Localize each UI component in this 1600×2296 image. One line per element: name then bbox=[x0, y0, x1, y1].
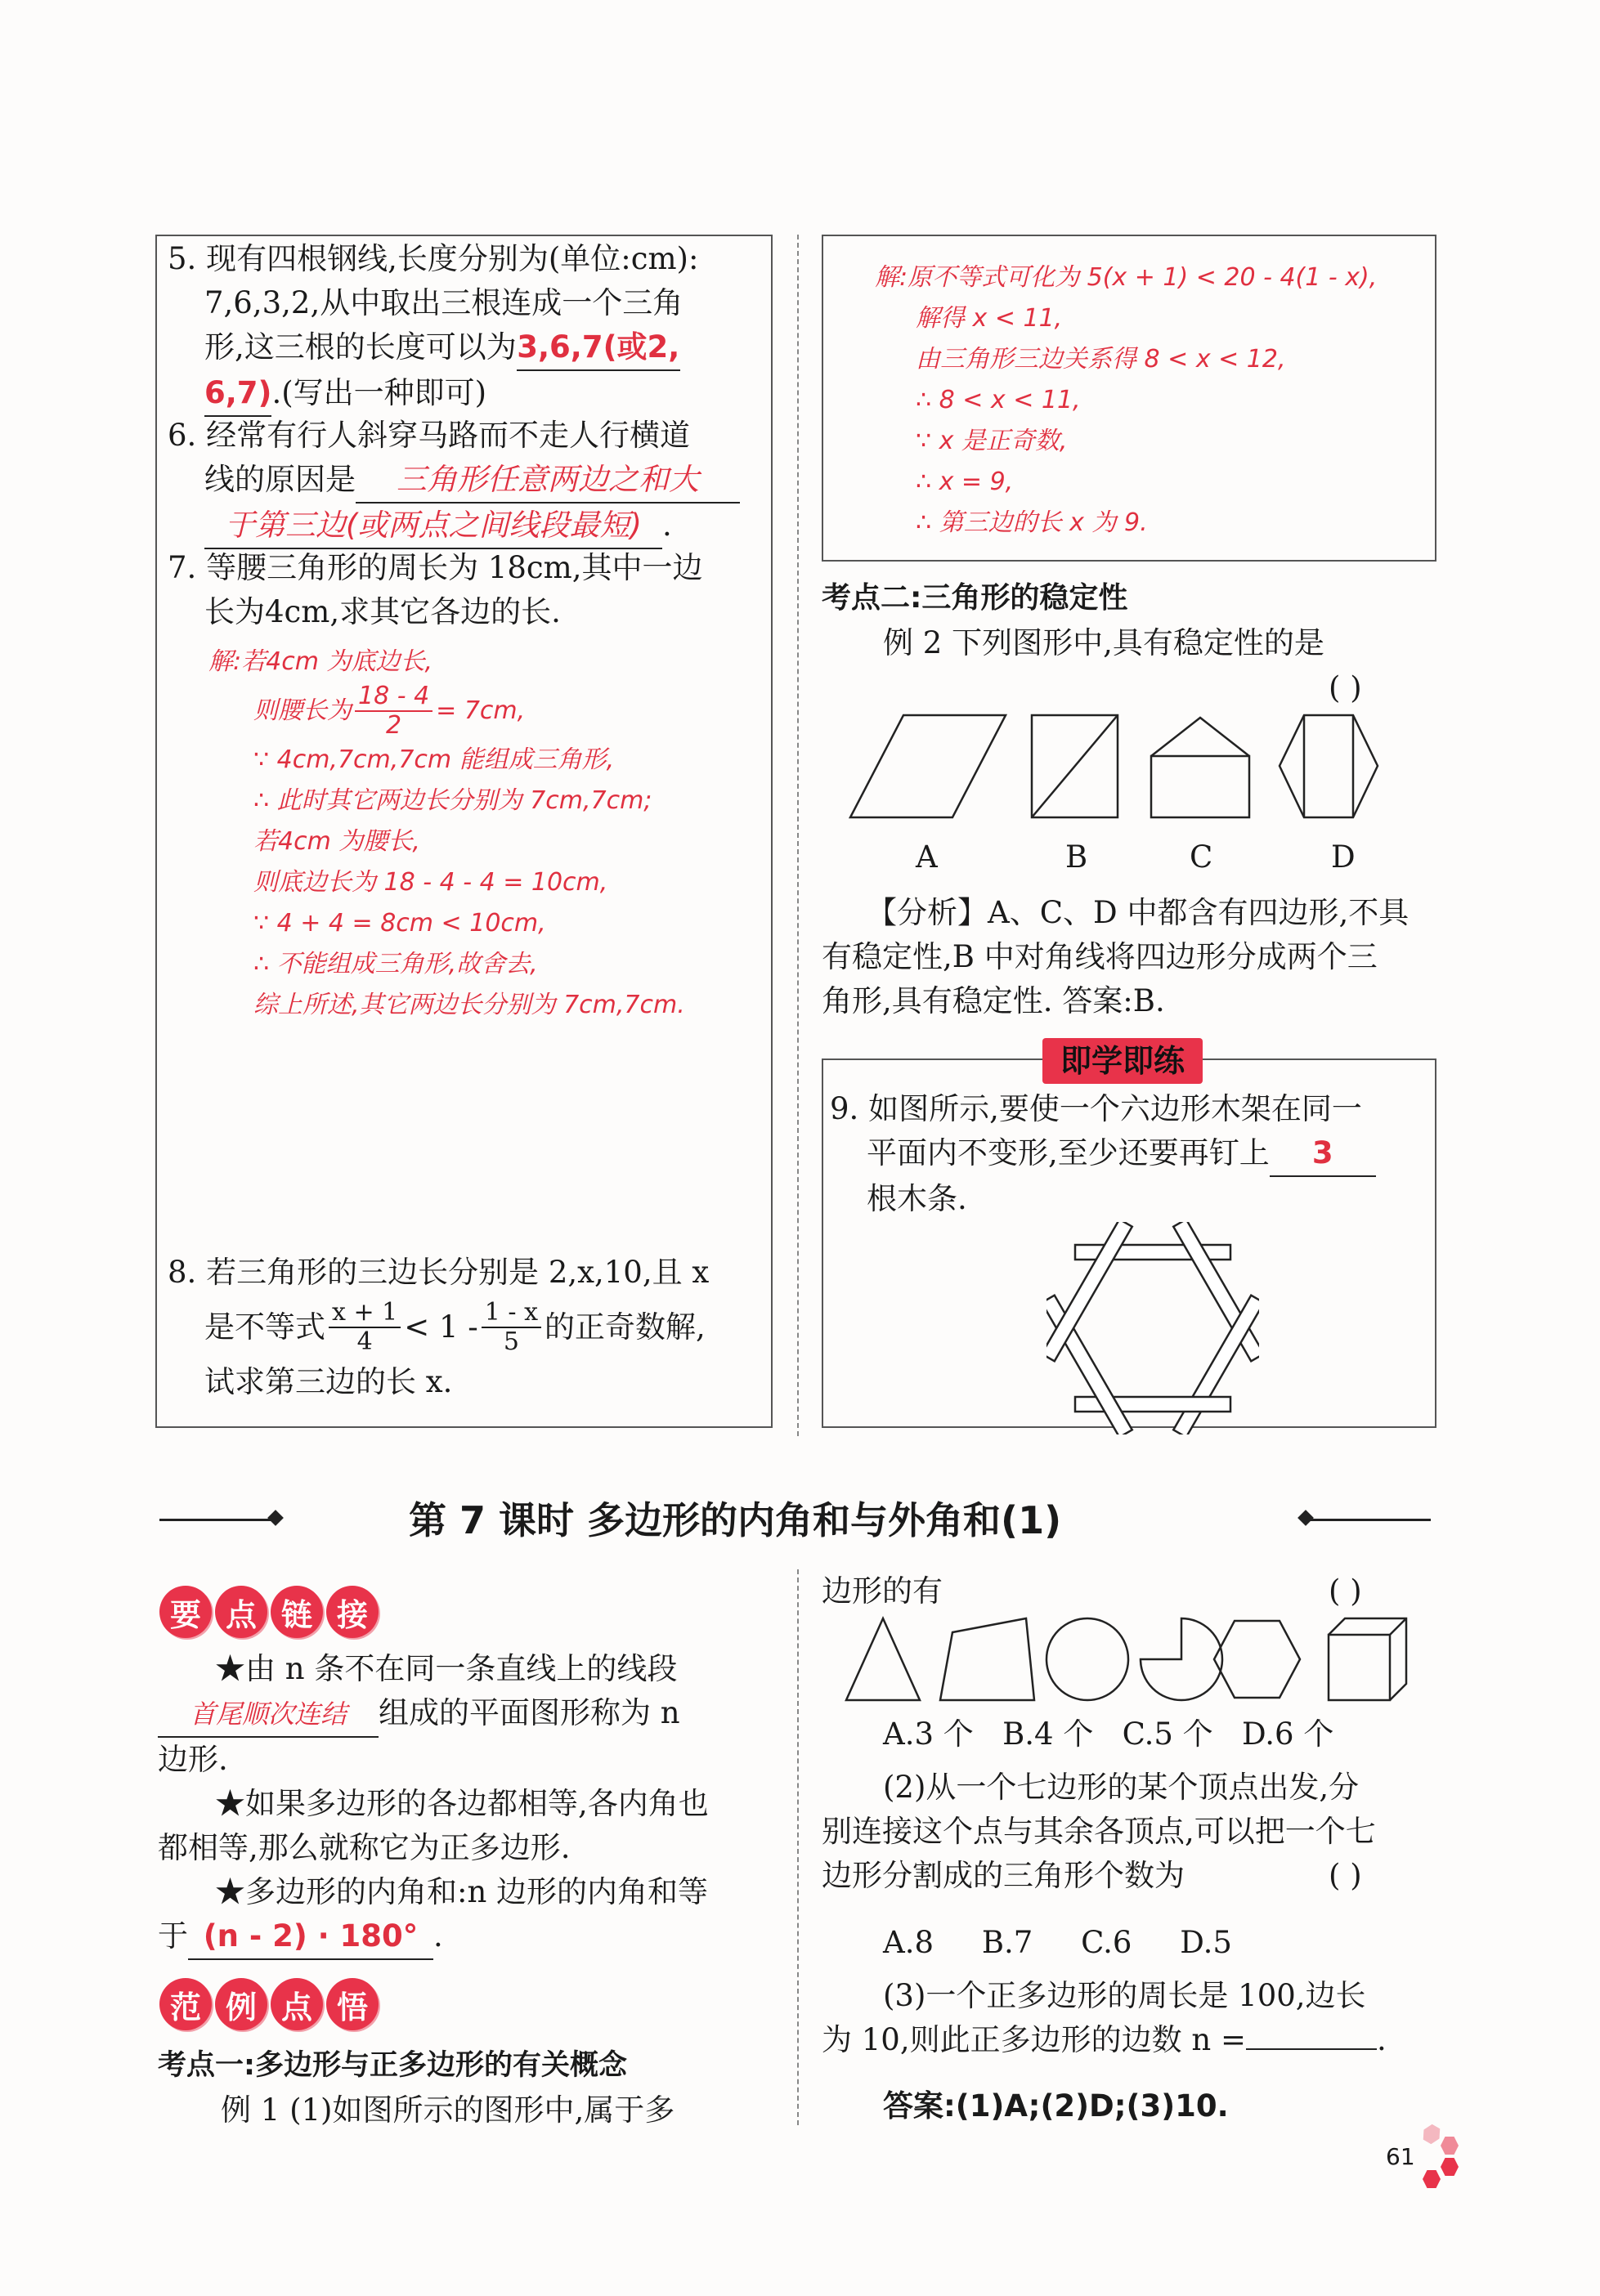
question-7 bbox=[168, 546, 764, 634]
q3-blank bbox=[1246, 2048, 1377, 2050]
q7-sol-waist: 则腰长为 $\frac{18 - 4}{2}$ = 7cm, bbox=[253, 682, 526, 740]
answer-line: 答案:(1)A;(2)D;(3)10. bbox=[883, 2088, 1229, 2124]
sector-shape bbox=[1141, 1618, 1222, 1700]
q6-answer-1: 三角形任意两边之和大 bbox=[356, 458, 740, 504]
options-2: A.8 B.7 C.6 D.5 bbox=[883, 1925, 1232, 1960]
hexagon-frame-diagram bbox=[1046, 1222, 1259, 1434]
kaodian-1-heading: 考点一:多边形与正多边形的有关概念 bbox=[158, 2049, 627, 2082]
q7-sol-line-8: 综上所述,其它两边长分别为 7cm,7cm. bbox=[253, 991, 685, 1019]
q5-line-1: 5. 现有四根钢线,长度分别为(单位:cm): bbox=[168, 241, 699, 276]
q7-frac-den: 2 bbox=[386, 711, 402, 740]
q7-line-2: 长为4cm,求其它各边的长. bbox=[204, 594, 561, 629]
q7-sol-line-5: 则底边长为 18 - 4 - 4 = 10cm, bbox=[253, 868, 608, 897]
label-a: A bbox=[916, 839, 938, 875]
q5-line-4: 6,7).(写出一种即可) bbox=[168, 371, 764, 417]
title-line-left bbox=[159, 1519, 274, 1521]
hexagon-shape bbox=[1214, 1621, 1300, 1698]
q8-line-2: 是不等式 $\frac{x + 1}{4}$ < 1 - $\frac{1 - x}{5}$ 的正奇数解, bbox=[204, 1298, 706, 1356]
question-3: (3)一个正多边形的周长是 100,边长 为 10,则此正多边形的边数 n = . bbox=[822, 1978, 1387, 2057]
q8-line-1: 8. 若三角形的三边长分别是 2,x,10,且 x bbox=[168, 1255, 710, 1290]
key-answer-2: (n - 2) · 180° bbox=[188, 1914, 433, 1960]
q6-line-1: 6. 经常有行人斜穿马路而不走人行横道 bbox=[168, 418, 691, 453]
practice-title: 即学即练 bbox=[1042, 1038, 1203, 1084]
ex1-continued: 边形的有 bbox=[822, 1573, 943, 1609]
q9-answer: 3 bbox=[1270, 1131, 1376, 1177]
page-number: 61 bbox=[1386, 2143, 1415, 2170]
q7-frac-num: 18 - 4 bbox=[355, 683, 432, 712]
q6-answer-2: 于第三边(或两点之间线段最短) bbox=[204, 504, 662, 549]
q7-sol-line-1: 解:若4cm 为底边长, bbox=[208, 647, 432, 676]
triangle-shape bbox=[846, 1618, 920, 1700]
q6-line-3: 于第三边(或两点之间线段最短) . bbox=[168, 504, 764, 549]
kaodian-2-heading: 考点二:三角形的稳定性 bbox=[822, 581, 1128, 615]
example-2: 例 2 下列图形中,具有稳定性的是 bbox=[883, 625, 1324, 660]
q6-line-2: 线的原因是 三角形任意两边之和大 bbox=[168, 458, 764, 504]
q5-line-2: 7,6,3,2,从中取出三根连成一个三角 bbox=[204, 285, 683, 320]
question-2: (2)从一个七边形的某个顶点出发,分 别连接这个点与其余各顶点,可以把一个七 边形分割成的三角形个数为 bbox=[822, 1770, 1376, 1893]
ex1-paren: ( ) bbox=[1329, 1573, 1362, 1609]
title-diamond-right bbox=[1297, 1510, 1314, 1526]
q7-sol-line-3: ∴ 此时其它两边长分别为 7cm,7cm; bbox=[253, 786, 652, 815]
example-1-shapes bbox=[842, 1614, 1431, 1708]
q7-line-1: 7. 等腰三角形的周长为 18cm,其中一边 bbox=[168, 550, 703, 585]
q7-sol-line-6: ∵ 4 + 4 = 8cm < 10cm, bbox=[253, 909, 546, 938]
column-divider-top bbox=[797, 235, 799, 1436]
question-9: 9. 如图所示,要使一个六边形木架在同一 平面内不变形,至少还要再钉上 3 根木条. bbox=[830, 1087, 1435, 1221]
question-5 bbox=[168, 237, 764, 417]
section-title: 第 7 课时 多边形的内角和与外角和(1) bbox=[409, 1498, 1062, 1542]
title-diamond-left bbox=[267, 1510, 284, 1526]
example-2-paren: ( ) bbox=[1329, 670, 1362, 705]
trapezoid-shape bbox=[940, 1618, 1034, 1700]
q7-sol-line-4: 若4cm 为腰长, bbox=[253, 827, 420, 856]
badge-examples: 范 例 点 悟 bbox=[159, 1978, 379, 2030]
q5-answer-1: 3,6,7(或2, bbox=[517, 325, 680, 371]
cube-shape bbox=[1329, 1618, 1406, 1700]
hexagon-with-rect-shape-d bbox=[1280, 715, 1378, 817]
example-1: 例 1 (1)如图所示的图形中,属于多 bbox=[221, 2092, 675, 2128]
key-answer-1: 首尾顺次连结 bbox=[158, 1692, 379, 1738]
question-8 bbox=[168, 1251, 764, 1404]
q5-answer-2: 6,7) bbox=[204, 371, 271, 417]
q7-sol-line-7: ∴ 不能组成三角形,故舍去, bbox=[253, 950, 538, 978]
badge-key-points: 要 点 链 接 bbox=[159, 1586, 379, 1638]
q2-paren: ( ) bbox=[1329, 1858, 1362, 1893]
square-with-diagonal-shape-b bbox=[1032, 715, 1118, 817]
q7-sol-line-2: ∵ 4cm,7cm,7cm 能组成三角形, bbox=[253, 745, 615, 774]
label-b: B bbox=[1065, 839, 1088, 875]
key-points: ★由 n 条不在同一条直线上的线段 首尾顺次连结 组成的平面图形称为 n 边形. ★如果多边形的各边都相等,各内角也 都相等,那么就称它为正多边形. ★多边形的内角和:n 边形的内角和等 于 (n - 2) · 180° . bbox=[158, 1647, 779, 1960]
parallelogram-shape-a bbox=[850, 715, 1006, 817]
circle-shape bbox=[1046, 1618, 1128, 1700]
house-shape-c bbox=[1151, 718, 1249, 817]
label-c: C bbox=[1190, 839, 1213, 875]
column-divider-bottom bbox=[797, 1569, 799, 2125]
solution-8: 解:原不等式可化为 5(x + 1) < 20 - 4(1 - x), 解得 x < 11, 由三角形三边关系得 8 < x < 12, ∴ 8 < x < 11, ∵ x 是正奇数, ∴ x = 9, ∴ 第三边的长 x 为 9. bbox=[875, 263, 1378, 537]
example-2-shapes bbox=[842, 711, 1463, 826]
q7-solution bbox=[208, 642, 764, 1026]
question-6 bbox=[168, 414, 764, 549]
label-d: D bbox=[1331, 839, 1356, 875]
analysis: 【分析】A、C、D 中都含有四边形,不具 有稳定性,B 中对角线将四边形分成两个三 角形,具有稳定性. 答案:B. bbox=[822, 895, 1410, 1018]
q8-line-3: 试求第三边的长 x. bbox=[204, 1364, 453, 1399]
options-1: A.3 个 B.4 个 C.5 个 D.6 个 bbox=[883, 1716, 1334, 1752]
title-line-right bbox=[1308, 1519, 1431, 1521]
q5-line-3: 形,这三根的长度可以为3,6,7(或2, bbox=[168, 325, 764, 371]
